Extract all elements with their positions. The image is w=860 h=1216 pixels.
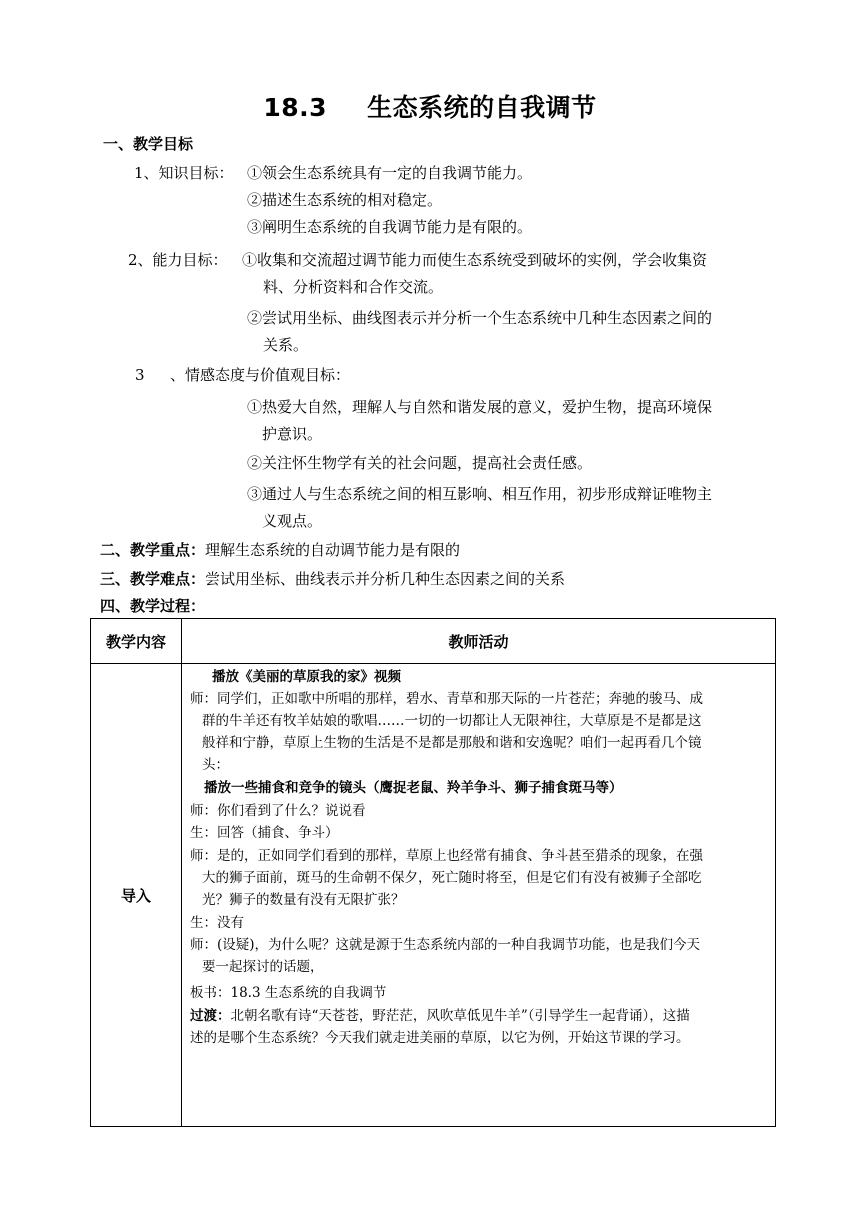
emotion-item-1-line1: ①热爱大自然，理解人与自然和谐发展的意义，爱护生物，提高环境保: [247, 398, 713, 416]
title-number: 18.3: [263, 93, 328, 122]
knowledge-item-3: ③阐明生态系统的自我调节能力是有限的。: [247, 218, 533, 236]
activity-student-2: 生：没有: [190, 915, 244, 931]
table-header-row: [91, 619, 776, 664]
difficult-point-label: 三、教学难点：: [100, 570, 206, 588]
activity-teacher-1-l3: 般祥和宁静，草原上生物的生活是不是都是那般和谐和安逸呢？咱们一起再看几个镜: [202, 735, 702, 751]
activity-teacher-1-l4: 头：: [202, 757, 229, 773]
col-header-activity: 教师活动: [182, 619, 776, 664]
knowledge-item-2: ②描述生态系统的相对稳定。: [247, 191, 443, 209]
emotion-number: 3: [135, 366, 145, 384]
table-row: [91, 664, 776, 1127]
knowledge-item-1: ①领会生态系统具有一定的自我调节能力。: [247, 164, 533, 182]
emotion-label: 、情感态度与价值观目标：: [170, 366, 351, 384]
ability-item-1-line2: 料、分析资料和合作交流。: [263, 278, 444, 296]
key-point-label: 二、教学重点：: [100, 541, 206, 559]
activity-teacher-3-l1: 师：是的，正如同学们看到的那样，草原上也经常有捕食、争斗甚至猎杀的现象，在强: [190, 848, 703, 864]
activity-student-1: 生：回答（捕食、争斗）: [190, 825, 339, 841]
activity-teacher-1-l1: 师：同学们，正如歌中所唱的那样，碧水、青草和那天际的一片苍茫；奔驰的骏马、成: [190, 691, 703, 707]
emotion-item-3-line2: 义观点。: [262, 512, 323, 530]
activity-transition-l2: 述的是哪个生态系统？今天我们就走进美丽的草原，以它为例，开始这节课的学习。: [190, 1030, 690, 1046]
teacher-activity-cell: [182, 664, 776, 1127]
emotion-item-2: ②关注怀生物学有关的社会问题，提高社会责任感。: [247, 454, 593, 472]
objectives-heading: 一、教学目标: [103, 135, 194, 153]
key-point: [100, 540, 460, 560]
transition-label: 过渡：: [190, 1008, 231, 1024]
page-title: [0, 88, 860, 124]
ability-item-1-line1: ①收集和交流超过调节能力而使生态系统受到破坏的实例，学会收集资: [242, 251, 708, 269]
activity-transition-l1: [190, 1005, 690, 1027]
title-text: 生态系统的自我调节: [367, 93, 597, 122]
activity-video: 播放《美丽的草原我的家》视频: [212, 669, 401, 685]
difficult-point-text: 尝试用坐标、曲线表示并分析几种生态因素之间的关系: [205, 570, 566, 588]
transition-text-1: 北朝名歌有诗“天苍苍，野茫茫，风吹草低见牛羊”（引导学生一起背诵），这描: [230, 1008, 690, 1024]
activity-teacher-4-l2: 要一起探讨的话题，: [202, 959, 324, 975]
ability-label: 2、能力目标：: [128, 251, 228, 269]
activity-teacher-3-l2: 大的狮子面前，斑马的生命朝不保夕，死亡随时将至，但是它们有没有被狮子全部吃: [202, 870, 702, 886]
activity-teacher-4-l1: 师：(设疑)，为什么呢？这就是源于生态系统内部的一种自我调节功能，也是我们今天: [190, 937, 701, 953]
row-label-intro: 导入: [91, 664, 182, 1127]
col-header-content: 教学内容: [91, 619, 182, 664]
emotion-item-3-line1: ③通过人与生态系统之间的相互影响、相互作用，初步形成辩证唯物主: [247, 485, 713, 503]
process-table: [90, 618, 776, 1127]
activity-teacher-1-l2: 群的牛羊还有牧羊姑娘的歌唱……一切的一切都让人无限神往，大草原是不是都是这: [202, 713, 702, 729]
activity-teacher-2: 师：你们看到了什么？说说看: [190, 803, 366, 819]
ability-item-2-line2: 关系。: [263, 336, 309, 354]
knowledge-label: 1、知识目标：: [134, 164, 234, 182]
ability-item-2-line1: ②尝试用坐标、曲线图表示并分析一个生态系统中几种生态因素之间的: [247, 309, 713, 327]
difficult-point: [100, 569, 565, 589]
activity-clips: 播放一些捕食和竞争的镜头（鹰捉老鼠、羚羊争斗、狮子捕食斑马等）: [204, 780, 623, 796]
activity-teacher-3-l3: 光？狮子的数量有没有无限扩张？: [202, 892, 405, 908]
key-point-text: 理解生态系统的自动调节能力是有限的: [205, 541, 461, 559]
process-heading: 四、教学过程：: [100, 597, 206, 615]
activity-board: 板书：18.3 生态系统的自我调节: [190, 985, 387, 1001]
emotion-item-1-line2: 护意识。: [262, 425, 323, 443]
